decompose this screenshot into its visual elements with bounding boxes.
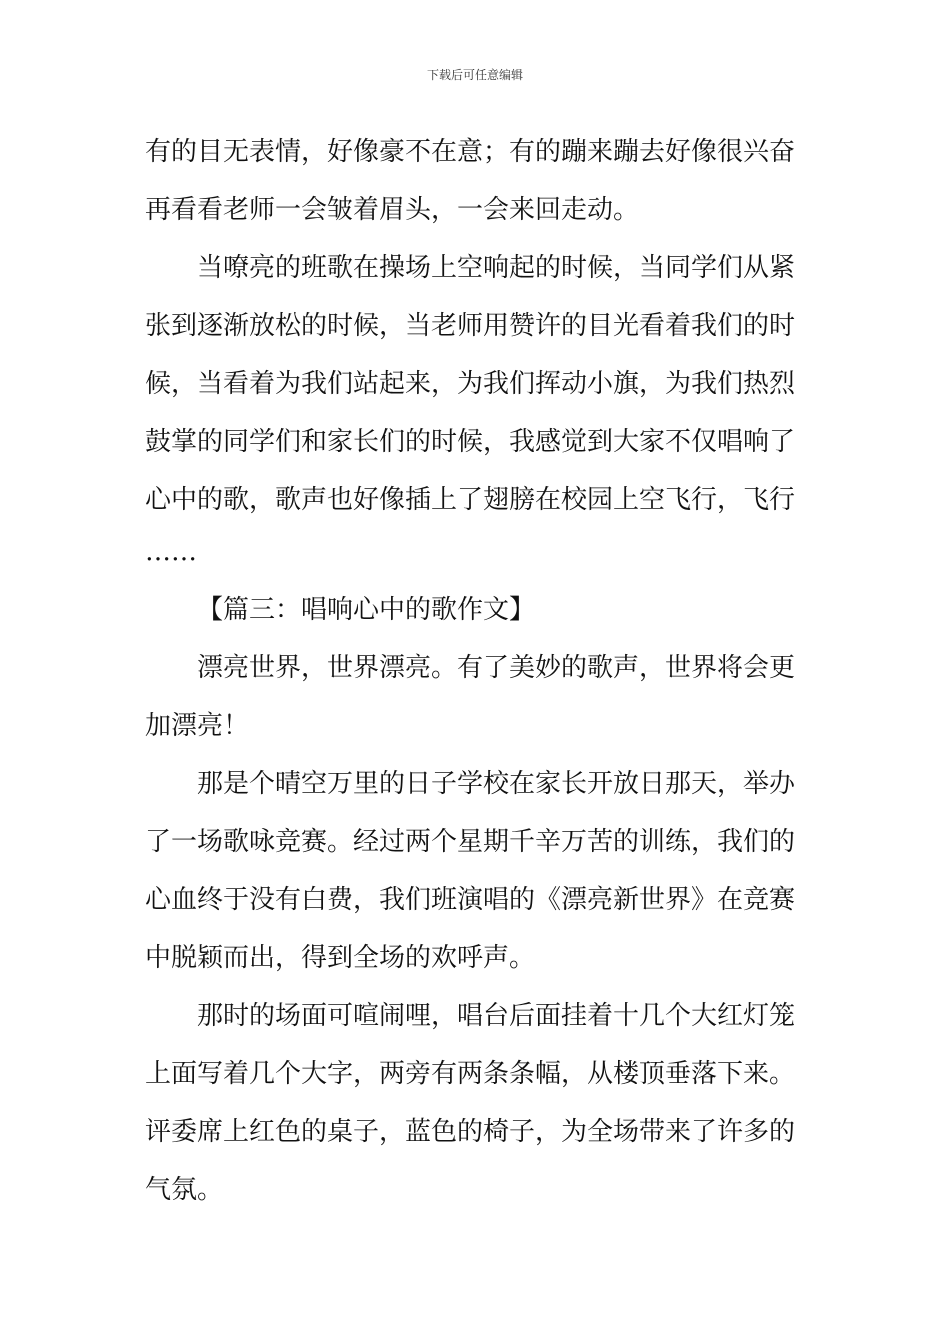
- text-line: 了一场歌咏竞赛。经过两个星期千辛万苦的训练，我们的: [145, 827, 796, 857]
- text-line: 加漂亮！: [145, 711, 250, 741]
- text-line: 有的目无表情，好像豪不在意；有的蹦来蹦去好像很兴奋: [145, 137, 796, 167]
- text-line: 评委席上红色的桌子，蓝色的椅子，为全场带来了许多的: [145, 1117, 796, 1147]
- text-line: 当嘹亮的班歌在操场上空响起的时候，当同学们从紧: [197, 253, 796, 283]
- text-line: 心血终于没有白费，我们班演唱的《漂亮新世界》在竞赛: [145, 885, 796, 915]
- text-line: 心中的歌，歌声也好像插上了翅膀在校园上空飞行，飞行: [145, 485, 796, 515]
- text-line: 候，当看着为我们站起来，为我们挥动小旗，为我们热烈: [145, 369, 796, 399]
- text-line: 中脱颖而出，得到全场的欢呼声。: [145, 943, 536, 973]
- text-line: 那时的场面可喧闹哩，唱台后面挂着十几个大红灯笼: [197, 1001, 796, 1031]
- page-header: 下载后可任意编辑: [426, 68, 523, 82]
- text-line: 再看看老师一会皱着眉头，一会来回走动。: [145, 195, 640, 225]
- text-line: 张到逐渐放松的时候，当老师用赞许的目光看着我们的时: [145, 311, 796, 341]
- text-line: 漂亮世界，世界漂亮。有了美妙的歌声，世界将会更: [197, 653, 796, 683]
- text-line: 上面写着几个大字，两旁有两条条幅，从楼顶垂落下来。: [145, 1059, 796, 1089]
- text-line: 鼓掌的同学们和家长们的时候，我感觉到大家不仅唱响了: [145, 427, 796, 457]
- text-line: 那是个晴空万里的日子学校在家长开放日那天，举办: [197, 769, 796, 799]
- text-line: 气氛。: [145, 1175, 224, 1205]
- section-heading: 【篇三：唱响心中的歌作文】: [197, 595, 536, 625]
- text-line: ……: [145, 537, 197, 567]
